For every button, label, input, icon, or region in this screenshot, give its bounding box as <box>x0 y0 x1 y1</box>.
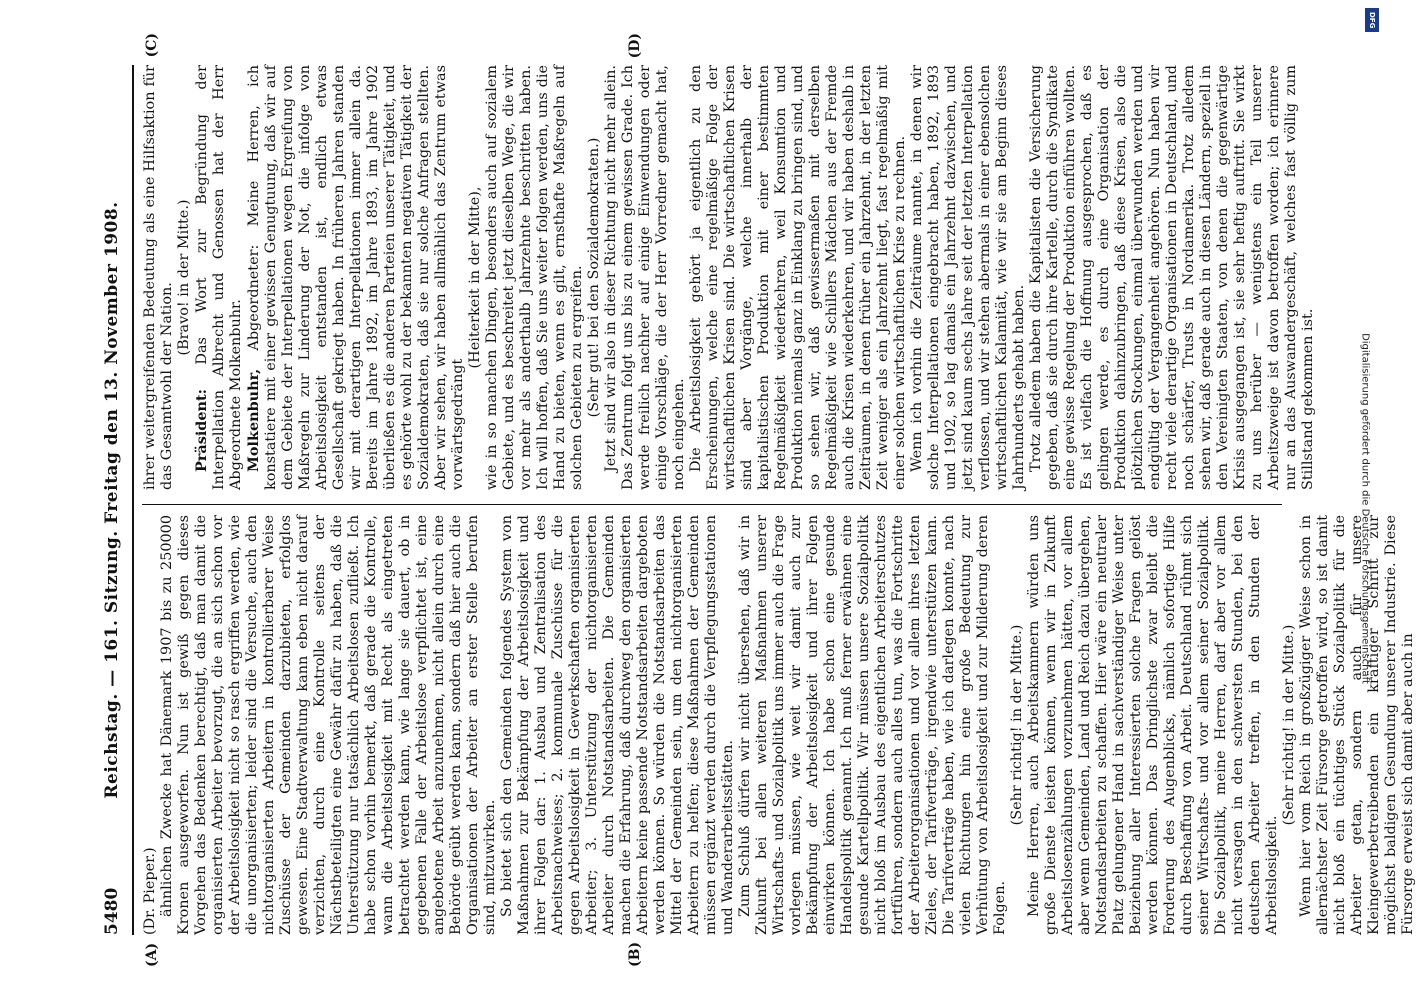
page-number: 5480 <box>102 887 122 935</box>
dfg-logo: DFG <box>1365 8 1379 32</box>
left-column <box>142 515 1416 935</box>
paragraph: Wenn ich vorhin die Zeiträume nannte, in denen wir solche Interpellationen eingebracht haben, 1892, 1893 und 1902, so lag damals ein Jahrzehnt dazwischen, und jetzt sind kaum sechs Jahre seit der letzten Interpellation verflossen, und wir stehen abermals in einer ebensolchen wirtschaftlichen Kalamität, wie wir sie am Beginn dieses Jahrhunderts gehabt haben. <box>909 65 1027 490</box>
right-column <box>142 64 1316 490</box>
digitization-credit <box>1352 20 1378 1000</box>
president-text: Das Wort zur Begründung der Interpellation Albrecht und Genossen hat der Herr Abgeordnete Molkenbuhr. <box>194 65 244 490</box>
applause-note: (Sehr gut! bei den Sozialdemokraten.) <box>586 137 602 418</box>
paragraph: Jetzt sind wir also in dieser Richtung nicht mehr allein. Das Zentrum folgt uns bis zu einem gewissen Grade. Ich werde freilich nachher auf einige Einwendungen oder einige Vorschläge, die der Herr Vorredner gemacht hat, noch eingehen. <box>603 65 687 490</box>
speaker-role: Abgeordneter: <box>246 244 262 351</box>
paragraph: Meine Herren, auch Arbeitskammern würden uns große Dienste leisten können, wenn wir in Zukunft Arbeitslosenzählungen vorzunehmen hätten, vor allem aber wenn Gemeinden, Land und Reich dazu übergehen, Notstandsarbeiten zu schaffen. Hier wäre ein neutraler Platz gelungener Hand in sachverständiger Weise unter Beiziehung aller Interessierten solche Fragen gelöst werden können. Das Dringlichste zwar bleibt die Forderung des Augenblicks, nämlich sofortige Hilfe durch Beschaffung von Arbeit. Deutschland rühmt sich seiner Wirtschafts- und vor allem seiner Sozialpolitik. Die Sozialpolitik, meine Herren, darf aber vor allem nicht versagen in den schwersten Stunden, bei den deutschen Arbeiter treffen, in den Stunden der Arbeitslosigkeit. <box>1026 515 1280 935</box>
president-label: Präsident: <box>193 389 210 472</box>
paragraph: ihrer weitergreifenden Bedeutung als eine Hilfsaktion für das Gesamtwohl der Nation. <box>142 65 175 490</box>
paragraph: Trotz alledem haben die Kapitalisten die Versicherung gegeben, daß sie durch ihre Kartelle, durch die Syndikate eine gewisse Regelung der Produktion einführen wollten. Es ist vielfach die Hoffnung ausgesprochen, daß es gelingen werde, es durch eine Organisation der Produktion dahinzubringen, daß diese Krisen, also die plötzlichen Stockungen, einmal überwunden werden und endgültig der Vergangenheit angehören. Nun haben wir recht viele derartige Organisationen in Deutschland, und noch schärfer, Trusts in Nordamerika. Trotz alledem sehen wir, daß gerade auch in diesen Ländern, speziell in den Vereinigten Staaten, von denen die gegenwärtige Krisis ausgegangen ist, sie sehr heftig auftritt. Sie wirkt zu uns herüber — wenigstens ein Teil unserer Arbeitszweige ist davon betroffen worden; ich erinnere nur an das Auswandergeschäft, welches fast völlig zum Stillstand gekommen ist. <box>1028 65 1316 490</box>
applause-note: (Bravo! in der Mitte.) <box>176 199 192 356</box>
paragraph: ähnlichen Zwecke hat Dänemark 1907 bis zu 250000 Kronen ausgeworfen. Nun ist gewiß gegen dieses Vorgehen das Bedenken berechtigt, daß man damit die organisierten Arbeiter bevorzugt, die an sich schon vor der Arbeitslosigkeit nicht so rasch ergriffen werden, wie die unorganisierten; leider sind die Versuche, auch den nichtorganisierten Arbeitern in kontrollierbarer Weise Zuschüsse der Gemeinden darzubieten, erfolglos gewesen. Eine Stadtverwaltung kann eben nicht darauf verzichten, durch eine Kontrolle seitens der Nächstbeteiligten eine Gewähr dafür zu haben, daß die Unterstützung nur tatsächlich Arbeitslosen zufließt. Ich habe schon vorhin bemerkt, daß gerade die Kontrolle, wann die Arbeitslosigkeit mit Recht als eingetreten betrachtet werden kann, wie lange sie dauert, ob in gegebenen Falle der Arbeitslose verpflichtet ist, eine angebotene Arbeit anzunehmen, nicht allein durch eine Behörde geübt werden kann, sondern daß hier auch die Organisationen der Arbeiter an erster Stelle berufen sind, mitzuwirken. <box>159 515 498 935</box>
margin-marker-d: (D) <box>627 33 643 59</box>
paragraph: So bietet sich den Gemeinden folgendes System von Maßnahmen zur Bekämpfung der Arbeitslosigkeit und ihrer Folgen dar: 1. Ausbau und Zentralisation des Arbeitsnachweises; 2. kommunale Zuschüsse für die gegen Arbeitslosigkeit in Gewerkschaften organisierten Arbeiter; 3. Unterstützung der nichtorganisierten Arbeiter durch Notstandsarbeiten. Die Gemeinden machen die Erfahrung, daß durchweg den organisierten Arbeitern keine passende Notstandsarbeiten dargeboten werden können. So würden die Notstandsarbeiten das Mittel der Gemeinden sein, um den nichtorganisierten Arbeitern zu helfen; diese Maßnahmen der Gemeinden müssen ergänzt werden durch die Verpflegungsstationen und Wanderarbeitsstätten. <box>499 515 736 935</box>
header-title: Reichstag. — 161. Sitzung. Freitag den 13. November 1908. <box>102 201 122 799</box>
margin-marker-c: (C) <box>144 33 160 58</box>
president-statement <box>193 65 245 490</box>
applause-note: (Sehr richtig! in der Mitte.) <box>1281 624 1297 826</box>
column-divider <box>142 504 1282 505</box>
paragraph: wie in so manchen Dingen, besonders auch auf sozialem Gebiete, und es beschreitet jetzt dieselben Wege, die wir vor mehr als anderthalb Jahrzehnte beschritten haben. Ich will hoffen, daß Sie uns weiter folgen werden, uns die Hand zu bieten, wenn es gilt, ernsthafte Maßregeln auf solchen Gebieten zu ergreifen. <box>484 65 585 490</box>
speaker-statement <box>245 65 467 490</box>
margin-marker-b: (B) <box>627 941 643 967</box>
speaker-tag: (Dr. Pieper.) <box>142 847 158 935</box>
margin-marker-a: (A) <box>144 942 160 967</box>
paragraph: Zum Schluß dürfen wir nicht übersehen, daß wir in Zukunft bei allen weiteren Maßnahmen unserer Wirtschafts- und Sozialpolitik uns immer auch die Frage vorlegen müssen, wie weit wir damit auch zur Bekämpfung der Arbeitslosigkeit und ihrer Folgen einwirken können. Ich habe schon eine gesunde Handelspolitik genannt. Ich muß ferner erwähnen eine gesunde Kartellpolitik. Wir müssen unsere Sozialpolitik nicht bloß im Ausbau des eigentlichen Arbeiterschutzes fortführen, sondern auch alles tun, was die Fortschritte der Arbeiterorganisationen und vor allem ihres letzten Zieles, der Tarifverträge, irgendwie unterstützen kann. Die Tarifverträge haben, wie ich darlegen konnte, nach vielen Richtungen hin eine große Bedeutung zur Verhütung von Arbeitslosigkeit und zur Milderung deren Folgen. <box>737 515 1008 935</box>
paragraph: Wenn hier vom Reich in großzügiger Weise schon in allernächster Zeit Fürsorge getroffen wird, so ist damit nicht bloß ein tüchtiges Stück Sozialpolitik für die Arbeiter getan, sondern auch für unsere Kleingewerbetreibenden ein kräftiger Schritt zur möglichst baldigen Gesundung unserer Industrie. Diese Fürsorge erweist sich damit aber auch in <box>1298 515 1416 935</box>
paragraph: Die Arbeitslosigkeit gehört ja eigentlich zu den Erscheinungen, welche eine regelmäßige Folge der wirtschaftlichen Krisen sind. Die wirtschaftlichen Krisen sind aber Vorgänge, welche innerhalb der kapitalistischen Produktion mit einer bestimmten Regelmäßigkeit wiederkehren, weil Konsumtion und Produktion niemals ganz in Einklang zu bringen sind, und so sehen wir, daß gewissermaßen mit derselben Regelmäßigkeit wie Schillers Mädchen aus der Fremde auch die Krisen wiederkehren, und wir haben deshalb in Zeiträumen, in denen früher ein Jahrzehnt, in der letzten Zeit weniger als ein Jahrzehnt liegt, fast regelmäßig mit einer solchen wirtschaftlichen Krise zu rechnen. <box>688 65 908 490</box>
speaker-label: Molkenbuhr, <box>245 368 262 472</box>
page-header <box>102 65 130 935</box>
header-rule <box>132 65 134 935</box>
credit-text: Digitalisierung gefördert durch die Deutsche Forschungsgemeinschaft <box>1359 333 1371 684</box>
speaker-text: Meine Herren, ich konstatiere mit einer gewissen Genugtuung, daß wir auf dem Gebiete der Interpellationen wegen Ergreifung von Maßregeln zur Linderung der Not, die infolge von Arbeitslosigkeit entstanden ist, endlich etwas Gesellschaft gekriegt haben. In früheren Jahren standen wir mit derartigen Interpellationen immer allein da. Bereits im Jahre 1892, im Jahre 1893, im Jahre 1902 überließen es die anderen Parteien unserer Tätigkeit, und es gehörte wohl zu der bekannten negativen Tätigkeit der Sozialdemokraten, daß sie nur solche Anfragen stellten. Aber wir sehen, wir haben allmählich das Zentrum etwas vorwärtsgedrängt <box>246 64 466 490</box>
laughter-note: (Heiterkeit in der Mitte), <box>467 186 483 369</box>
applause-note: (Sehr richtig! in der Mitte.) <box>1009 624 1025 826</box>
